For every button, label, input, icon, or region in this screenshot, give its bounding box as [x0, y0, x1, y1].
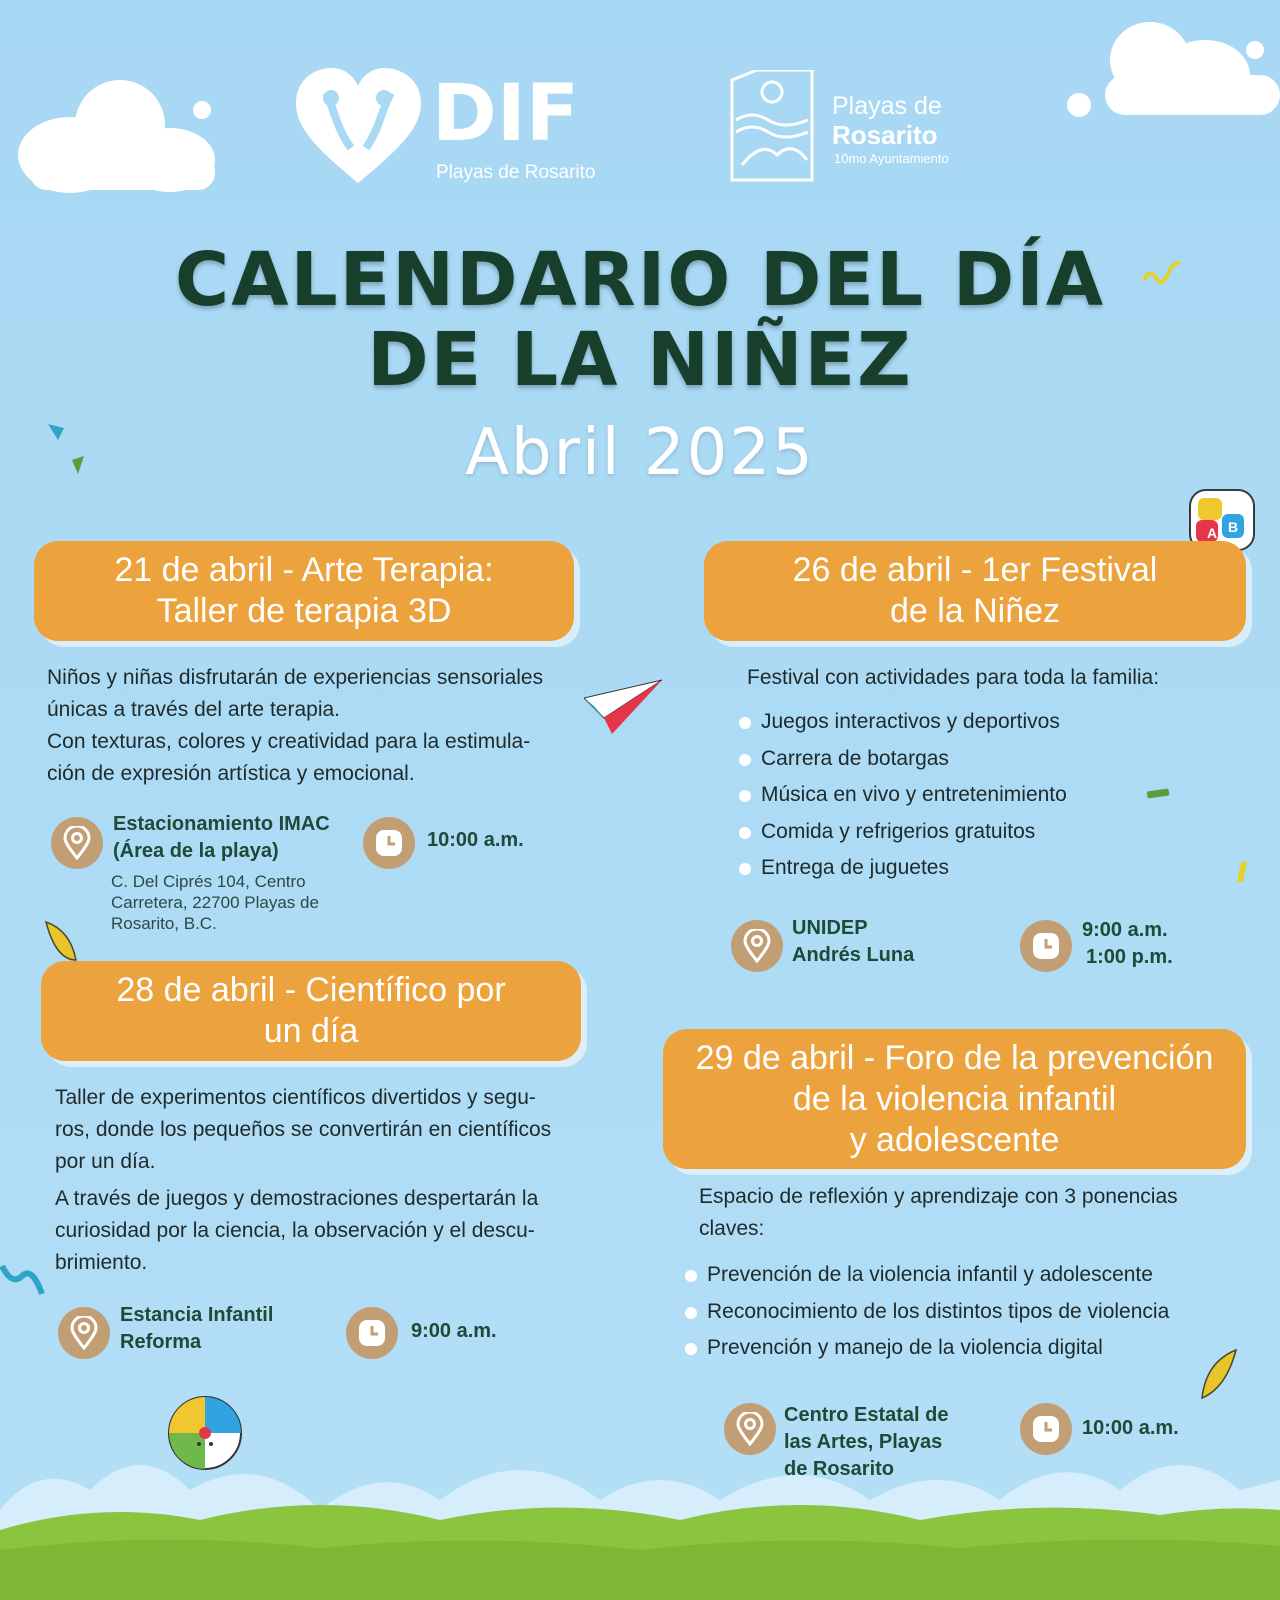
event-3-location	[120, 1302, 273, 1356]
event-3-title-line1: 28 de abril - Científico por	[116, 971, 506, 1009]
squiggle-icon	[1142, 258, 1182, 288]
event-2-title-line1: 26 de abril - 1er Festival	[792, 551, 1158, 589]
event-1-title	[34, 541, 574, 641]
clock-icon	[363, 817, 415, 869]
cloud-top-left	[10, 70, 225, 195]
event-2-time	[1082, 917, 1173, 971]
event-1-description	[47, 662, 607, 790]
event-4-topic-list	[685, 1257, 1169, 1367]
event-4-title-line3: y adolescente	[849, 1120, 1060, 1159]
event-2-time-line2: 1:00 p.m.	[1086, 946, 1173, 968]
event-3-time: 9:00 a.m.	[411, 1320, 497, 1342]
svg-text:A: A	[1207, 525, 1218, 541]
location-pin-icon	[731, 920, 783, 972]
event-4-intro-line1: Espacio de reflexión y aprendizaje con 3 ponencias	[699, 1185, 1178, 1208]
event-1-desc-line: ción de expresión artística y emocional.	[47, 762, 415, 785]
city-logo-line2: Rosarito	[832, 120, 938, 150]
event-3-title-line2: un día	[263, 1012, 359, 1050]
event-1-address-line: Rosarito, B.C.	[111, 914, 217, 933]
event-1-title-line1: 21 de abril - Arte Terapia:	[114, 551, 494, 589]
event-1-location-line1: Estacionamiento IMAC	[113, 813, 330, 835]
event-4-intro-line2: claves:	[699, 1217, 765, 1240]
dif-logo-text: DIF	[432, 69, 580, 159]
event-4-location-line3: de Rosarito	[784, 1458, 895, 1480]
event-3-desc-line: por un día.	[55, 1150, 156, 1173]
heart-logo-icon	[296, 68, 421, 186]
event-4-title-line2: de la violencia infantil	[792, 1079, 1117, 1118]
list-item: Música en vivo y entretenimiento	[739, 777, 1067, 814]
event-2-location-line2: Andrés Luna	[792, 944, 915, 966]
city-seal-icon	[722, 70, 822, 185]
event-4-location-line1: Centro Estatal de	[784, 1404, 949, 1426]
event-4-location-line2: las Artes, Playas	[784, 1431, 943, 1453]
event-1-desc-line: Con texturas, colores y creatividad para la estimula-	[47, 730, 531, 753]
event-1-address-line: C. Del Ciprés 104, Centro	[111, 872, 306, 891]
event-2-intro: Festival con actividades para toda la familia:	[747, 666, 1160, 689]
event-3-location-line2: Reforma	[120, 1331, 202, 1353]
list-item: Comida y refrigerios gratuitos	[739, 814, 1067, 851]
event-4-title	[663, 1029, 1246, 1169]
svg-text:B: B	[1228, 519, 1239, 535]
ribbon-icon	[0, 1262, 46, 1300]
city-logo-line3: 10mo Ayuntamiento	[834, 151, 949, 166]
event-3-title	[41, 961, 581, 1061]
event-3-desc-line: A través de juegos y demostraciones despertarán la	[55, 1187, 539, 1210]
bottom-hills	[0, 1420, 1280, 1600]
event-3-desc-line: brimiento.	[55, 1251, 148, 1274]
leaf-icon-right	[1196, 1348, 1242, 1404]
page-title-line2: DE LA NIÑEZ	[367, 317, 913, 403]
event-2-location-line1: UNIDEP	[792, 917, 868, 939]
city-logo-line1: Playas de	[832, 92, 942, 120]
list-item: Entrega de juguetes	[739, 850, 1067, 887]
event-4-intro	[699, 1181, 1178, 1245]
event-3-desc-line: Taller de experimentos científicos divertidos y segu-	[55, 1086, 536, 1109]
list-item: Prevención y manejo de la violencia digital	[685, 1330, 1169, 1367]
clock-icon	[346, 1307, 398, 1359]
event-1-address-line: Carretera, 22700 Playas de	[111, 893, 319, 912]
event-1-location-line2: (Área de la playa)	[113, 840, 279, 862]
event-4-title-line1: 29 de abril - Foro de la prevención	[695, 1038, 1214, 1077]
location-pin-icon	[58, 1307, 110, 1359]
event-2-activity-list	[739, 704, 1067, 887]
event-3-desc-line: curiosidad por la ciencia, la observación y el descu-	[55, 1219, 535, 1242]
event-1-desc-line: Niños y niñas disfrutarán de experiencias sensoriales	[47, 666, 544, 689]
clock-icon	[1020, 920, 1072, 972]
event-3-description	[55, 1082, 615, 1279]
event-2-title-line2: de la Niñez	[889, 592, 1061, 630]
confetti-green-icon	[1145, 788, 1175, 802]
event-4-time: 10:00 a.m.	[1082, 1417, 1179, 1439]
event-1-location	[113, 811, 330, 865]
event-2-time-line1: 9:00 a.m.	[1082, 919, 1168, 941]
dif-logo-subtext: Playas de Rosarito	[436, 162, 596, 183]
event-1-title-line2: Taller de terapia 3D	[156, 592, 452, 630]
confetti-yellow-icon	[1232, 860, 1252, 890]
list-item: Carrera de botargas	[739, 741, 1067, 778]
page-subtitle: Abril 2025	[465, 416, 815, 490]
list-item: Juegos interactivos y deportivos	[739, 704, 1067, 741]
event-2-location	[792, 915, 914, 969]
confetti-icon	[44, 420, 94, 480]
cloud-top-right	[1065, 20, 1280, 125]
list-item: Reconocimiento de los distintos tipos de violencia	[685, 1294, 1169, 1331]
event-3-desc-line: ros, donde los pequeños se convertirán en científicos	[55, 1118, 552, 1141]
event-1-time: 10:00 a.m.	[427, 829, 524, 851]
event-1-address	[111, 871, 319, 934]
page-title-line1: CALENDARIO DEL DÍA	[174, 237, 1106, 323]
event-3-location-line1: Estancia Infantil	[120, 1304, 274, 1326]
location-pin-icon	[51, 817, 103, 869]
event-1-desc-line: únicas a través del arte terapia.	[47, 698, 340, 721]
list-item: Prevención de la violencia infantil y adolescente	[685, 1257, 1169, 1294]
event-2-title	[704, 541, 1246, 641]
